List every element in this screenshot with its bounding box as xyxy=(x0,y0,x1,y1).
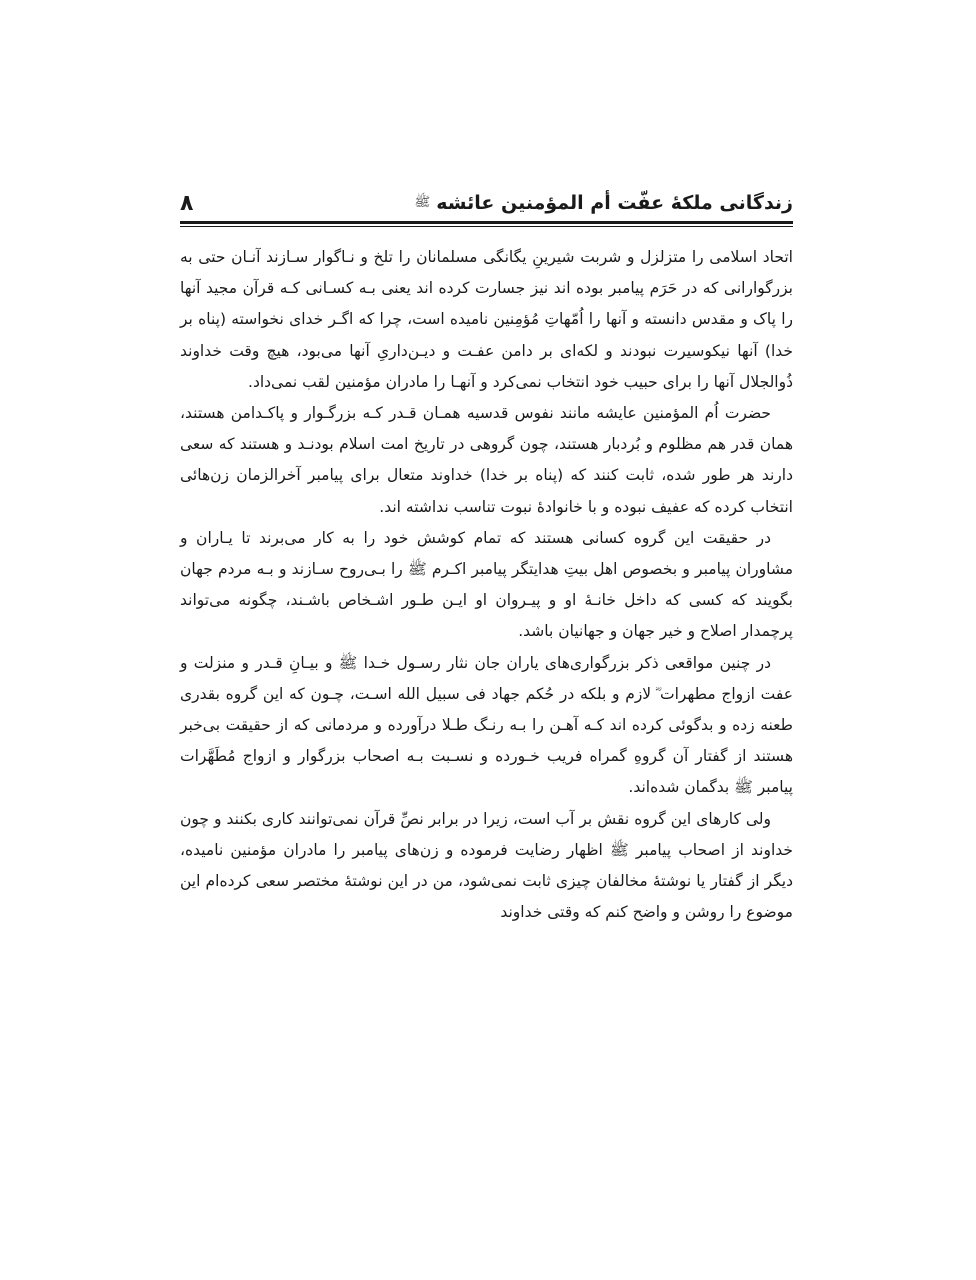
paragraph-1: اتحاد اسلامی را متزلزل و شربت شیرینِ یگانگی مسلمانان را تلخ و نـاگوار سـازند آنـان حتی به بزرگوارانی که در حَرَم پیامبر بوده اند نیز جسارت کرده اند یعنی بـه کسـانی کـه قرآن مجید آنها را پاک و مقدس دانسته و آنها را اُمّهاتِ مُؤمِنین نامیده است، چرا که اگـر خدای نخواسته (پناه بر خدا) آنها نیکوسیرت نبودند و لکه‌ای بر دامن عفـت و دیـن‌داریِ آنها می‌بود، هیچ وقت خداوند ذُوالجلال آنها را برای حبیب خود انتخاب نمی‌کرد و آنهـا را مادران مؤمنین لقب نمی‌داد. xyxy=(180,248,793,391)
header-divider-thin xyxy=(180,226,793,227)
paragraph-5: ولی کارهای این گروه نقش بر آب است، زیرا در برابر نصِّ قرآن نمی‌توانند کاری بکنند و چون خداوند از اصحاب پیامبر ﷺ اظهار رضایت فرموده و زن‌های پیامبر را مادران مؤمنین نامیده، دیگر از گفتار یا نوشتهٔ مخالفان چیزی ثابت نمی‌شود، من در این نوشتهٔ مختصر سعی کرده‌ام این موضوع را روشن و واضح کنم که وقتی خداوند xyxy=(180,809,793,922)
body-text xyxy=(180,242,793,928)
header-title-text: زندگانی ملکهٔ عفّت أم المؤمنين عائشه xyxy=(436,192,793,214)
page-number: ٨ xyxy=(180,190,194,216)
running-header-title xyxy=(415,192,793,214)
paragraph-4: در چنین مواقعی ذکر بزرگواری‌های یاران جان نثار رسـول خـدا ﷺ و بیـانِ قـدر و منزلت و عفت ازواج مطهرات ؓ لازم و بلکه در حُکم جهاد فی سبیل الله اسـت، چـون که این گروه بقدری طعنه زده و بدگوئی کرده اند کـه آهـن را بـه رنـگ طـلا درآورده و مردمانی که از حقیقت بی‌خبر هستند از گفتار آن گروهِ گمراه فریب خـورده و نسـبت بـه اصحاب بزرگوار و ازواج مُطَهَّرات پیامبر ﷺ بدگمان شده‌اند. xyxy=(180,653,793,797)
header-divider-thick xyxy=(180,221,793,224)
running-header xyxy=(180,188,793,218)
honorific-glyph-icon: ﷺ xyxy=(414,194,431,210)
paragraph-2: حضرت اُم المؤمنین عایشه مانند نفوس قدسیه همـان قـدر کـه بزرگـوار و پاکـدامن هستند، همان قدر هم مظلوم و بُردبار هستند، چون گروهی در تاریخ امت اسلام بودنـد و هستند که سعی دارند هر طور شده، ثابت کنند که (پناه بر خدا) خداوند متعال برای پیامبر آخرالزمان زن‌هائی انتخاب کرده که عفیف نبوده و با خانوادهٔ نبوت تناسب نداشته اند. xyxy=(180,404,793,516)
paragraph-3: در حقیقت این گروه کسانی هستند که تمام کوشش خود را به کار می‌برند تا یـاران و مشاوران پیامبر و بخصوص اهل بیتِ هدایتگر پیامبر اکـرم ﷺ را بـی‌روح سـازند و بـه مردم جهان بگویند که کسی که داخل خانـهٔ او و پیـروان او ایـن طـور اشـخاص باشـند، چگونه می‌تواند پرچمدار اصلاح و خیر جهان و جهانیان باشد. xyxy=(180,528,793,641)
